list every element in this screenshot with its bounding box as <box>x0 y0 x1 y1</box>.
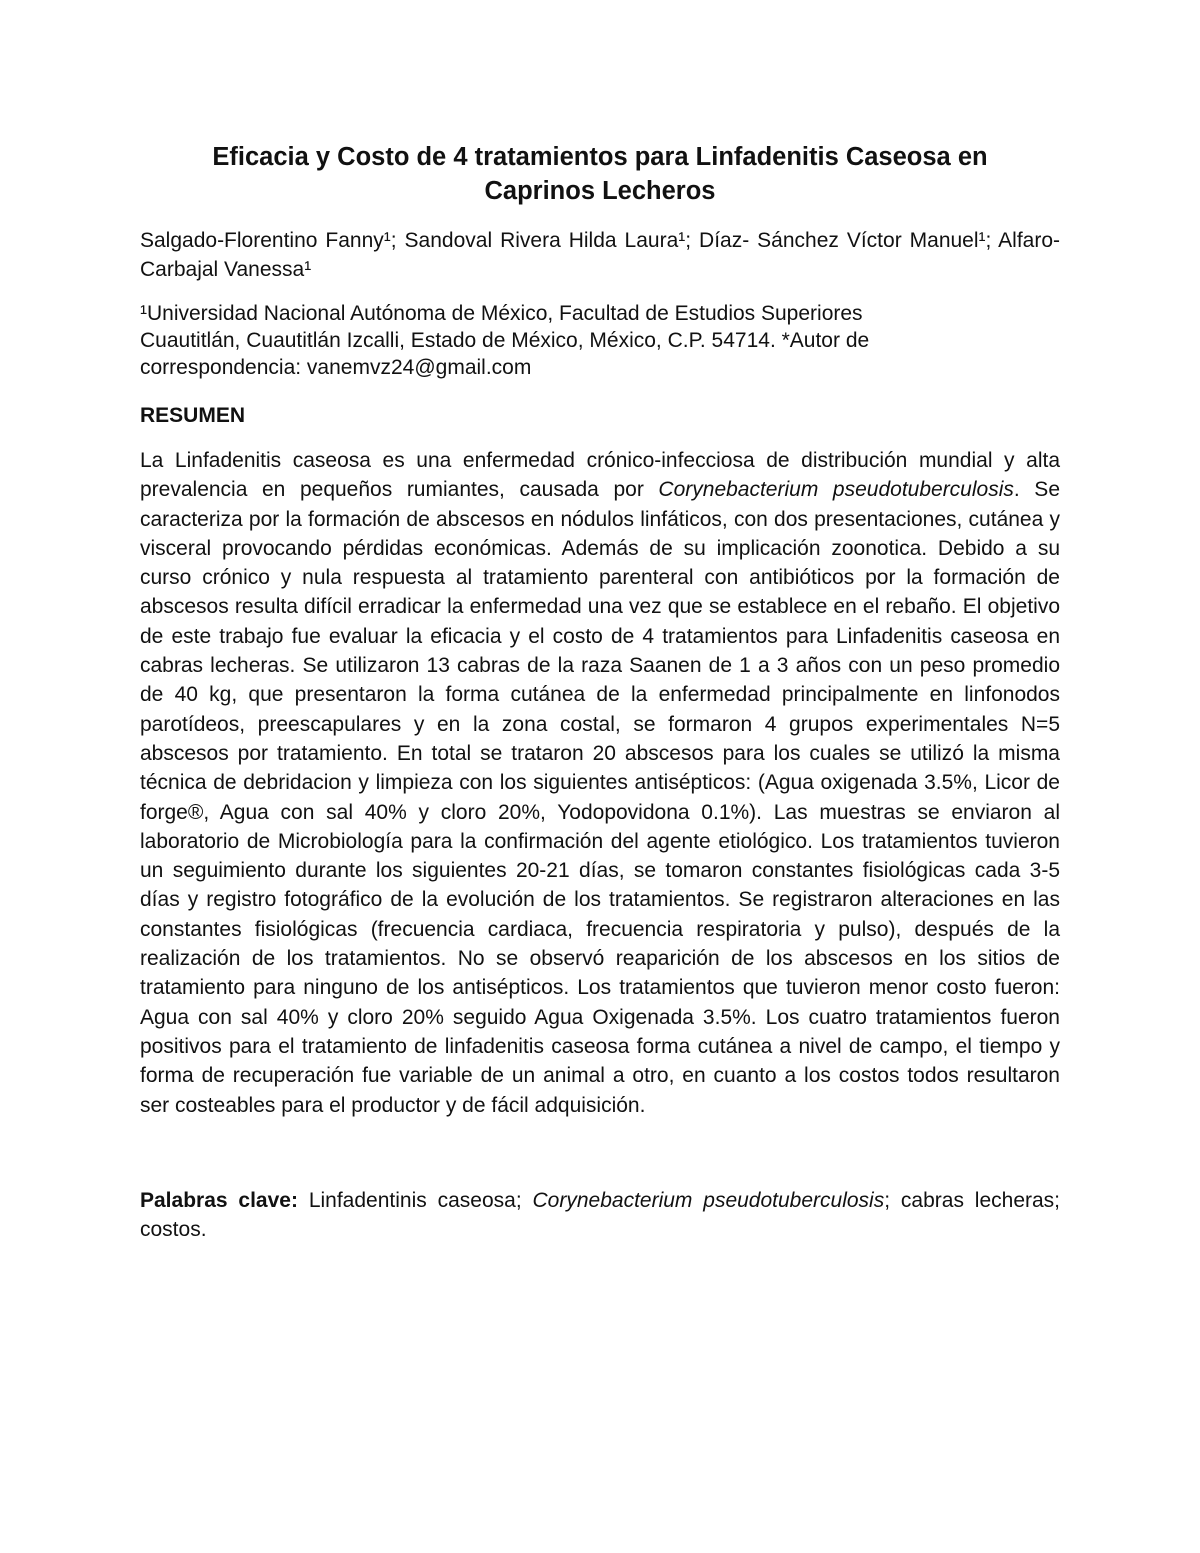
title-line-1: Eficacia y Costo de 4 tratamientos para Linfadenitis Caseosa en <box>212 143 988 171</box>
abstract-organism-name: Corynebacterium pseudotuberculosis <box>658 478 1014 502</box>
keywords <box>140 1186 1060 1244</box>
abstract-part-1: La Linfadenitis caseosa es una enfermedad crónico-infecciosa de distribución mundial y alta prevalencia en pequeños rumiantes, causada por <box>140 449 1060 502</box>
abstract-text <box>140 446 1060 1120</box>
keywords-organism-name: Corynebacterium pseudotuberculosis <box>532 1188 885 1212</box>
paper-title <box>140 140 1060 208</box>
author-list: Salgado-Florentino Fanny¹; Sandoval Rivera Hilda Laura¹; Díaz- Sánchez Víctor Manuel¹; Alfaro-Carbajal Vanessa¹ <box>140 229 1060 281</box>
keywords-label: Palabras clave: <box>140 1188 298 1212</box>
title-line-2: Caprinos Lecheros <box>484 177 716 205</box>
abstract-heading: RESUMEN <box>140 404 246 427</box>
affiliation-line-1: ¹Universidad Nacional Autónoma de México, Facultad de Estudios Superiores <box>140 302 863 325</box>
abstract-part-2: . Se caracteriza por la formación de abscesos en nódulos linfáticos, con dos presentaciones, cutánea y visceral provocando pérdidas económicas. Además de su implicación zoonotica. Debido a su curso crónico y nula respuesta al tratamiento parenteral con antibióticos por la formación de abscesos resulta difícil erradicar la enfermedad una vez que se establece en el rebaño. El objetivo de este trabajo fue evaluar la eficacia y el costo de 4 tratamientos para Linfadenitis caseosa en cabras lecheras. Se utilizaron 13 cabras de la raza Saanen de 1 a 3 años con un peso promedio de 40 kg, que presentaron la forma cutánea de la enfermedad principalmente en linfonodos parotídeos, preescapulares y en la zona costal, se formaron 4 grupos experimentales N=5 abscesos por tratamiento. En total se trataron 20 abscesos para los cuales se utilizó la misma técnica de debridacion y limpieza con los siguientes antisépticos: (Agua oxigenada 3.5%, Licor de forge®, Agua con sal 40% y cloro 20%, Yodopovidona 0.1%). Las muestras se enviaron al laboratorio de Microbiología para la confirmación del agente etiológico. Los tratamientos tuvieron un seguimiento durante los siguientes 20-21 días, se tomaron constantes fisiológicas cada 3-5 días y registro fotográfico de la evolución de los tratamientos. Se registraron alteraciones en las constantes fisiológicas (frecuencia cardiaca, frecuencia respiratoria y pulso), después de la realización de los tratamientos. No se observó reaparición de los abscesos en los sitios de tratamiento para ninguno de los antisépticos. Los tratamientos que tuvieron menor costo fueron: Agua con sal 40% y cloro 20% seguido Agua Oxigenada 3.5%. Los cuatro tratamientos fueron positivos para el tratamiento de linfadenitis caseosa forma cutánea a nivel de campo, el tiempo y forma de recuperación fue variable de un animal a otro, en cuanto a los costos todos resultaron ser costeables para el productor y de fácil adquisición. <box>140 478 1060 1117</box>
affiliation-line-3: correspondencia: vanemvz24@gmail.com <box>140 356 532 379</box>
keywords-part-2: ; cabras lecheras; costos. <box>140 1188 1061 1241</box>
affiliation <box>140 300 1060 381</box>
affiliation-line-2: Cuautitlán, Cuautitlán Izcalli, Estado de México, México, C.P. 54714. *Autor de <box>140 329 870 352</box>
document-page <box>140 0 1060 1244</box>
keywords-part-1: Linfadentinis caseosa; <box>297 1188 533 1212</box>
